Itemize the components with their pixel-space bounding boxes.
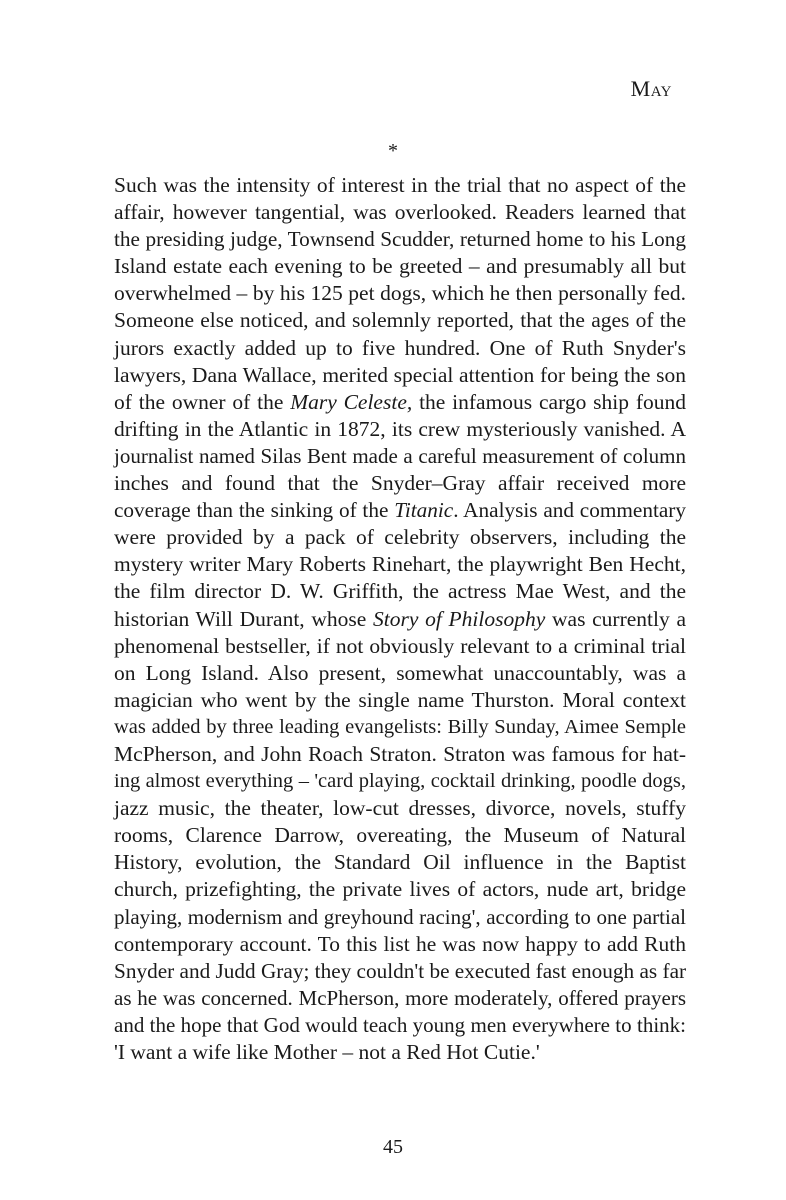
text-segment: the presiding judge, Townsend Scudder, returned home to his Long (114, 227, 686, 252)
text-segment: inches and found that the Snyder–Gray affair received more (114, 471, 686, 496)
section-separator: * (388, 140, 398, 162)
text-line (114, 687, 686, 714)
text-segment: church, prizefighting, the private lives of actors, nude art, bridge (114, 877, 686, 902)
text-line (114, 335, 686, 362)
text-segment: drifting in the Atlantic in 1872, its crew mysteriously vanished. A (114, 416, 686, 441)
text-line (114, 958, 686, 985)
text-segment: historian Will Durant, whose (114, 606, 374, 631)
text-line (114, 822, 686, 849)
text-segment: was currently a (545, 606, 686, 631)
text-segment: phenomenal bestseller, if not obviously relevant to a criminal trial (114, 633, 686, 658)
running-head: May (630, 76, 672, 101)
text-line (114, 876, 686, 903)
text-line (114, 416, 686, 443)
text-line (114, 714, 686, 741)
text-segment: Someone else noticed, and solemnly reported, that the ages of the (114, 308, 686, 333)
text-line (114, 524, 686, 551)
text-segment: Such was the intensity of interest in the trial that no aspect of the (114, 173, 686, 197)
text-segment: McPherson, and John Roach Straton. Straton was famous for hat- (114, 741, 686, 766)
text-segment: History, evolution, the Standard Oil influence in the Baptist (114, 850, 686, 875)
text-line (114, 985, 686, 1012)
italic-title: Story of Philosophy (373, 606, 546, 631)
text-segment: jazz music, the theater, low-cut dresses, divorce, novels, stuffy (114, 796, 686, 821)
text-line (114, 1012, 686, 1039)
italic-title: Titanic (394, 498, 454, 523)
page-number: 45 (383, 1136, 403, 1158)
text-line (114, 1039, 686, 1066)
text-line (114, 849, 686, 876)
text-segment: playing, modernism and greyhound racing', according to one partial (114, 904, 686, 929)
text-segment: Island estate each evening to be greeted – and presumably all but (114, 254, 686, 279)
text-segment: the film director D. W. Griffith, the actress Mae West, and the (114, 579, 686, 604)
text-segment: overwhelmed – by his 125 pet dogs, which he then personally fed. (114, 281, 686, 306)
text-line (114, 633, 686, 660)
text-line (114, 551, 686, 578)
text-line (114, 768, 686, 795)
text-segment: rooms, Clarence Darrow, overeating, the Museum of Natural (114, 823, 686, 848)
text-segment: affair, however tangential, was overlooked. Readers learned that (114, 200, 686, 225)
text-line (114, 904, 686, 931)
text-segment: jurors exactly added up to five hundred. One of Ruth Snyder's (114, 335, 686, 360)
text-segment: the infamous cargo ship found (412, 389, 686, 414)
text-segment: as he was concerned. McPherson, more moderately, offered prayers (114, 985, 686, 1010)
text-line (114, 606, 686, 633)
text-line (114, 307, 686, 334)
text-line (114, 795, 686, 822)
text-segment: magician who went by the single name Thurston. Moral context (114, 687, 686, 712)
text-segment: lawyers, Dana Wallace, merited special attention for being the son (114, 362, 686, 387)
text-line (114, 226, 686, 253)
body-paragraph (114, 172, 686, 1066)
text-line (114, 497, 686, 524)
text-line (114, 741, 686, 768)
text-segment: mystery writer Mary Roberts Rinehart, the playwright Ben Hecht, (114, 552, 686, 577)
text-segment: were provided by a pack of celebrity observers, including the (114, 525, 686, 550)
text-line (114, 660, 686, 687)
text-line (114, 470, 686, 497)
text-line (114, 389, 686, 416)
text-segment: coverage than the sinking of the (114, 498, 395, 523)
text-line (114, 443, 686, 470)
text-segment: 'I want a wife like Mother – not a Red Hot Cutie.' (114, 1040, 540, 1064)
text-segment: journalist named Silas Bent made a careful measurement of column (114, 443, 686, 468)
text-line (114, 280, 686, 307)
text-line (114, 578, 686, 605)
italic-title: Mary Celeste, (290, 389, 413, 414)
text-segment: . Analysis and commentary (453, 498, 686, 523)
text-segment: Snyder and Judd Gray; they couldn't be executed fast enough as far (114, 958, 687, 983)
text-line (114, 172, 686, 199)
text-segment: on Long Island. Also present, somewhat unaccountably, was a (114, 660, 686, 685)
text-line (114, 931, 686, 958)
text-segment: was added by three leading evangelists: Billy Sunday, Aimee Semple (114, 715, 686, 738)
text-segment: contemporary account. To this list he was now happy to add Ruth (114, 931, 686, 956)
text-line (114, 362, 686, 389)
text-line (114, 253, 686, 280)
text-segment: ing almost everything – 'card playing, cocktail drinking, poodle dogs, (114, 770, 686, 793)
text-segment: and the hope that God would teach young men everywhere to think: (114, 1012, 686, 1037)
text-segment: of the owner of the (114, 389, 291, 414)
text-line (114, 199, 686, 226)
